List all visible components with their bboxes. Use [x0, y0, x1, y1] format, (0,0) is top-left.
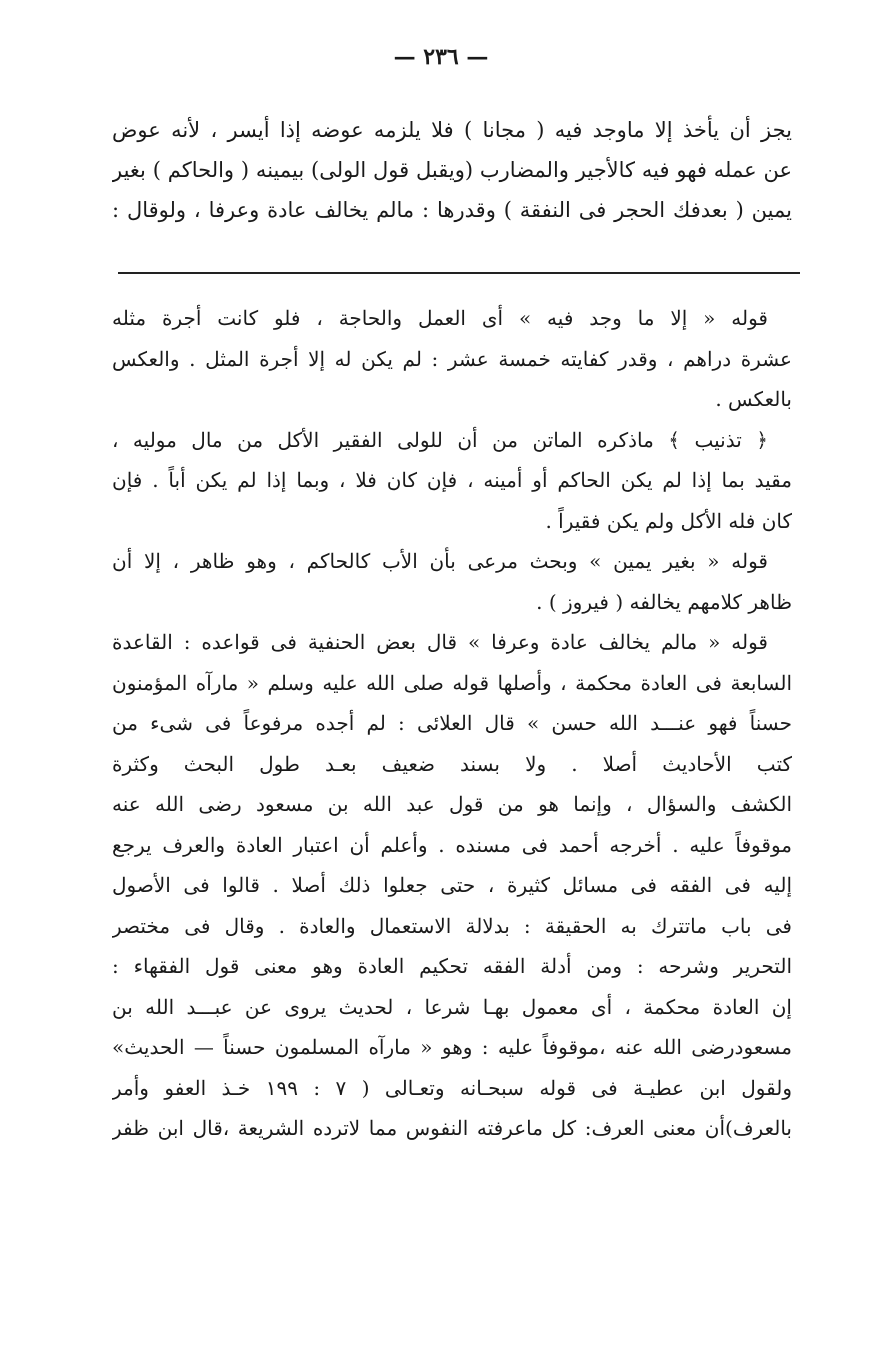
commentary-line: قوله « مالم يخالف عادة وعرفا » قال بعض الحنفية فى قواعده : القاعدة	[112, 630, 768, 654]
commentary-paragraph	[112, 420, 792, 542]
commentary-line: ظاهر كلامهم يخالفه ( فيروز ) .	[536, 589, 792, 614]
commentary-line: عشرة دراهم ، وقدر كفايته خمسة عشر : لم يكن له إلا أجرة المثل . والعكس	[112, 346, 792, 371]
commentary-line: قوله « بغير يمين » وبحث مرعى بأن الأب كالحاكم ، وهو ظاهر ، إلا أن	[112, 549, 768, 573]
commentary-line: مقيد بما إذا لم يكن الحاكم أو أمينه ، فإن كان فلا ، وبما إذا لم يكن أباً . فإن	[112, 468, 792, 492]
commentary-line: ﴿ تذنيب ﴾ ماذكره الماتن من أن للولى الفقير الأكل من مال موليه ،	[112, 427, 768, 452]
main-text-line: يمين ( بعدفك الحجر فى النفقة ) وقدرها : مالم يخالف عادة وعرفا ، ولوقال :	[112, 198, 792, 222]
commentary-line: السابعة فى العادة محكمة ، وأصلها قوله صلى الله عليه وسلم « مارآه المؤمنون	[112, 670, 792, 695]
commentary-paragraph	[112, 541, 792, 622]
commentary-line: كان فله الأكل ولم يكن فقيراً .	[545, 508, 792, 533]
commentary-line: موقوفاً عليه . أخرجه أحمد فى مسنده . وأعلم أن اعتبار العادة والعرف يرجع	[112, 832, 792, 857]
commentary-line: إليه فى الفقه فى مسائل كثيرة ، حتى جعلوا ذلك أصلا . قالوا فى الأصول	[112, 873, 792, 897]
page-number: — ٢٣٦ —	[393, 44, 489, 70]
main-text-line: يجز أن يأخذ إلا ماوجد فيه ( مجانا ) فلا يلزمه عوضه إذا أيسر ، لأنه عوض	[112, 118, 792, 142]
footnote-divider	[118, 272, 800, 274]
commentary-paragraph	[112, 622, 792, 1149]
commentary-line: التحرير وشرحه : ومن أدلة الفقه تحكيم العادة وهو معنى قول الفقهاء :	[112, 954, 792, 978]
commentary-block	[112, 298, 792, 1149]
commentary-line: بالعكس .	[715, 387, 792, 411]
commentary-line: بالعرف)أن معنى العرف: كل ماعرفته النفوس مما لاترده الشريعة ،قال ابن ظفر	[112, 1116, 792, 1140]
commentary-line: إن العادة محكمة ، أى معمول بهـا شرعا ، لحديث يروى عن عبـــد الله بن	[112, 994, 792, 1019]
commentary-paragraph	[112, 298, 792, 420]
commentary-line: الكشف والسؤال ، وإنما هو من قول عبد الله بن مسعود رضى الله عنه	[112, 792, 792, 816]
main-text-line: عن عمله فهو فيه كالأجير والمضارب (ويقبل قول الولى) بيمينه ( والحاكم ) بغير	[112, 158, 792, 182]
commentary-line: قوله « إلا ما وجد فيه » أى العمل والحاجة ، فلو كانت أجرة مثله	[112, 306, 768, 330]
commentary-line: ولقول ابن عطيـة فى قوله سبحـانه وتعـالى ( ٧ : ١٩٩ خـذ العفو وأمر	[112, 1075, 792, 1100]
commentary-line: فى باب ماتترك به الحقيقة : بدلالة الاستعمال والعادة . وقال فى مختصر	[112, 913, 792, 938]
main-text-block	[112, 110, 792, 230]
commentary-line: كتب الأحاديث أصلا . ولا بسند ضعيف بعـد طول البحث وكثرة	[112, 751, 792, 776]
commentary-line: حسناً فهو عنـــد الله حسن » قال العلائى : لم أجده مرفوعاً فى شىء من	[112, 711, 792, 735]
commentary-line: مسعودرضى الله عنه ،موقوفاً عليه : وهو « مارآه المسلمون حسناً — الحديث»	[112, 1035, 792, 1059]
